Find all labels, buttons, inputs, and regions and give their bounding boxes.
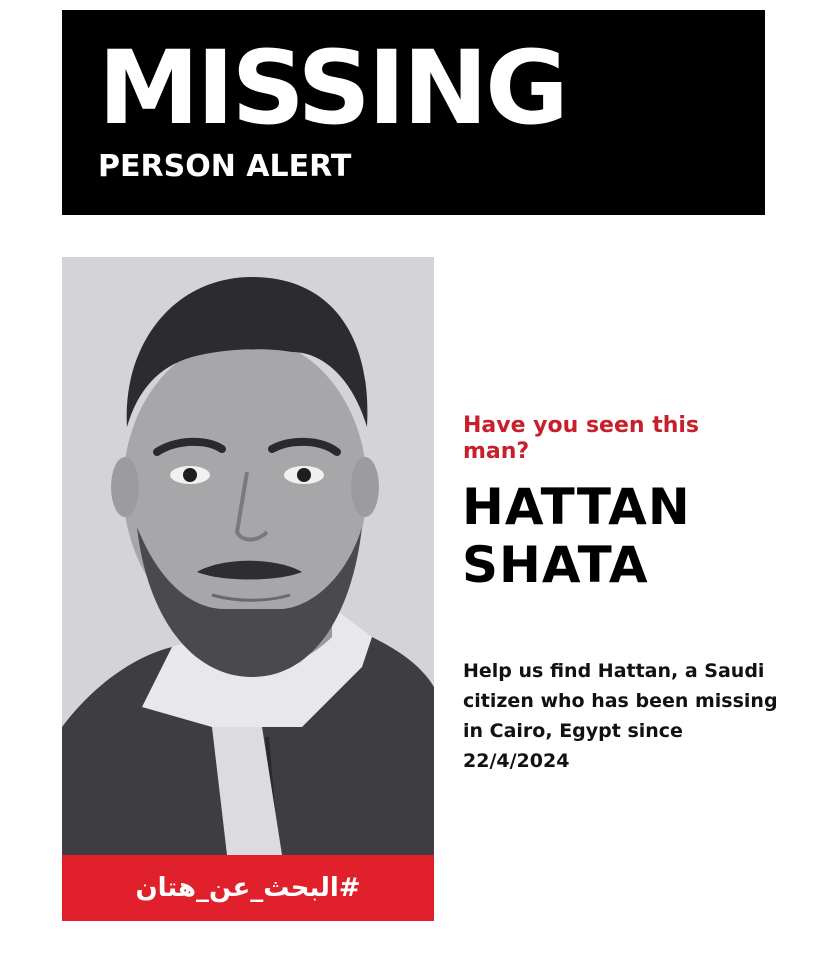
banner-title: MISSING <box>98 29 566 148</box>
hashtag-text: #البحث_عن_هتان <box>135 873 361 903</box>
person-name <box>462 478 802 594</box>
question-text: Have you seen this man? <box>463 413 700 464</box>
missing-banner <box>62 10 765 215</box>
person-portrait-icon <box>62 257 434 855</box>
hashtag-banner <box>62 855 434 921</box>
person-photo <box>62 257 434 855</box>
person-name-first: HATTAN <box>462 478 691 536</box>
banner-subtitle: PERSON ALERT <box>98 149 352 184</box>
description-text: Help us find Hattan, a Saudi citizen who has been missing in Cairo, Egypt since 22/4/2024 <box>463 660 778 772</box>
person-name-last: SHATA <box>462 536 649 594</box>
